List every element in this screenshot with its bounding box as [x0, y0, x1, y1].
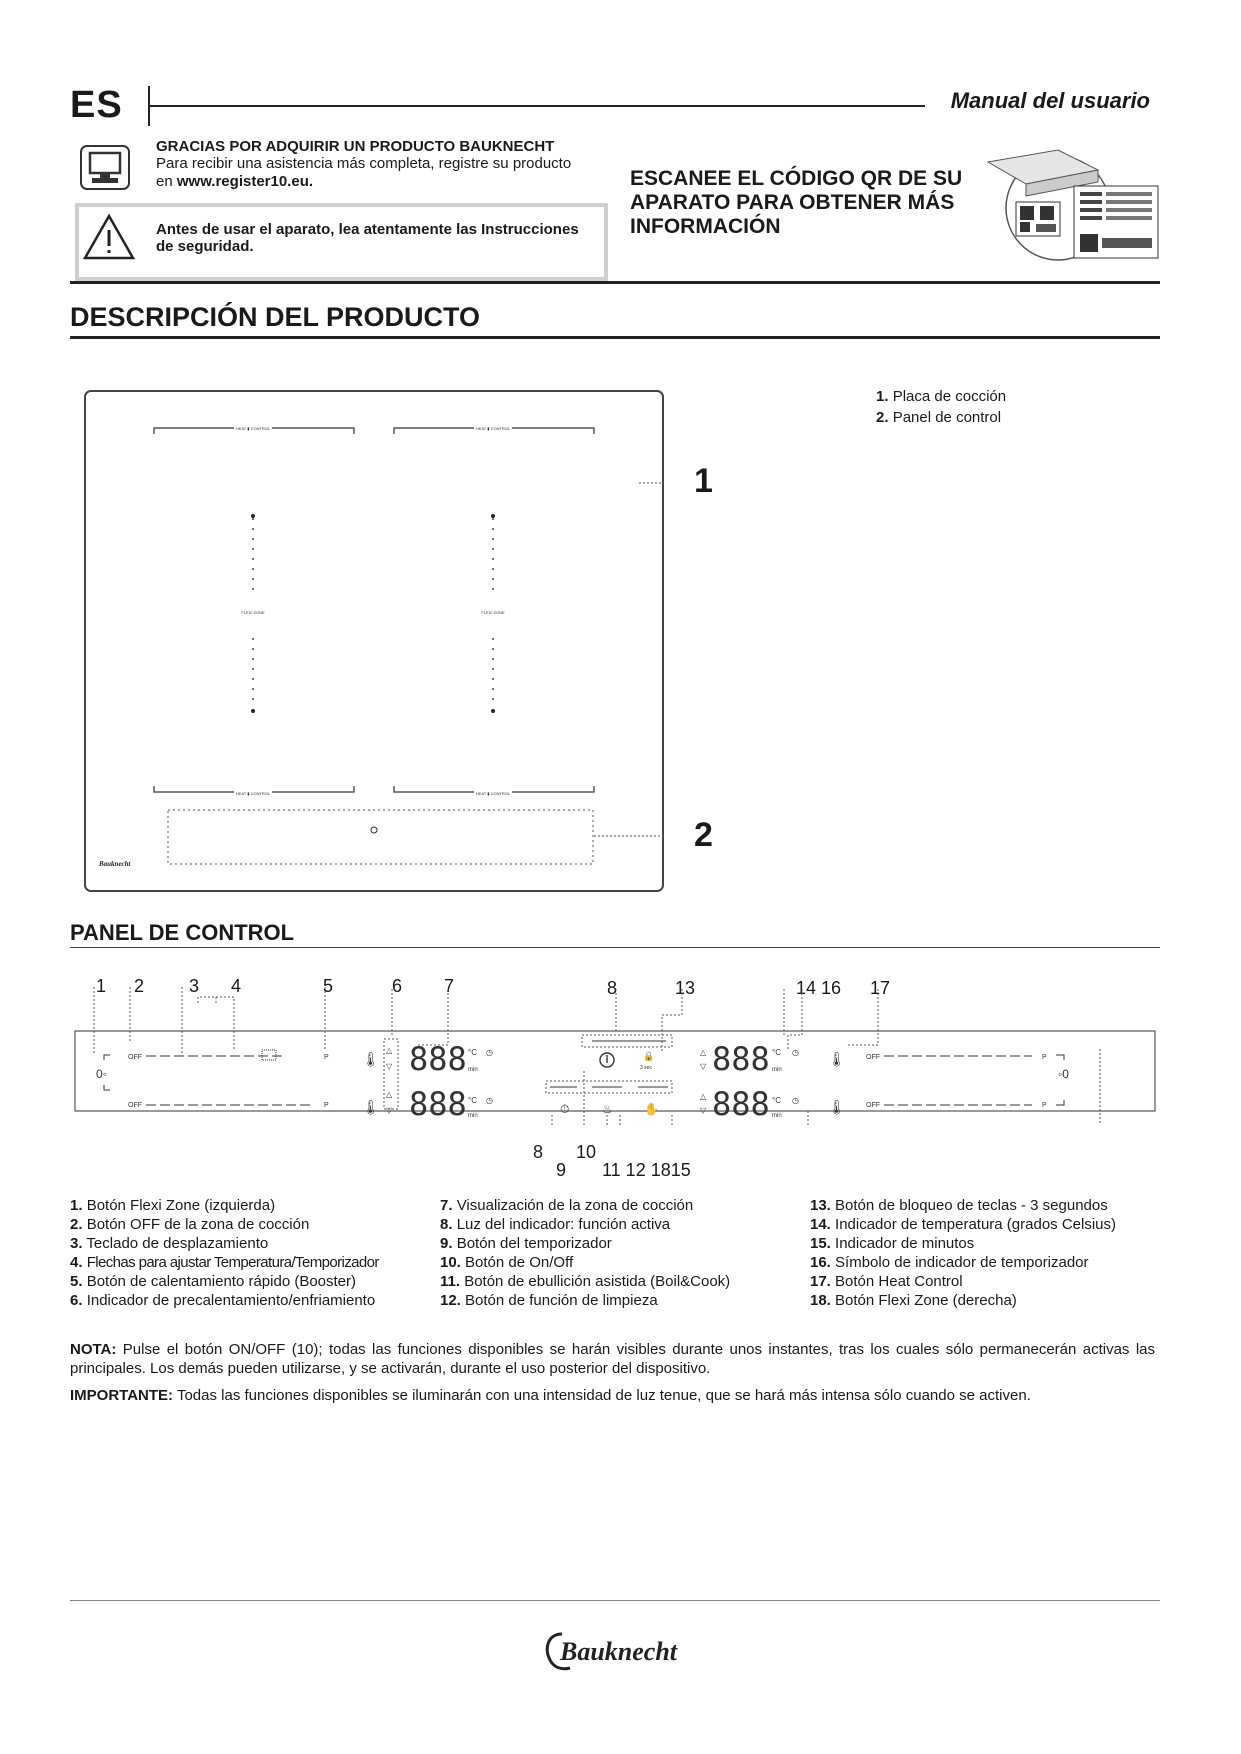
- header-rule: [150, 105, 925, 107]
- celsius-indicator: °C: [772, 1048, 781, 1057]
- panel-callout: 9: [556, 1160, 567, 1180]
- safety-warning-text: Antes de usar el aparato, lea atentamente las Instrucciones de seguridad.: [156, 221, 579, 255]
- qr-label-illustration: [978, 142, 1160, 262]
- register-text: Para recibir una asistencia más completa, registre su producto en www.register10.eu.: [156, 155, 572, 190]
- flexi-zone-label: FLEXI ZONE: [481, 610, 505, 615]
- celsius-indicator: °C: [468, 1048, 477, 1057]
- heat-control-icon: 🌡: [828, 1051, 846, 1067]
- heat-control-label: HEAT ▮ CONTROL: [235, 791, 271, 796]
- heat-indicator-icon: 🌡: [362, 1099, 380, 1115]
- celsius-indicator: °C: [468, 1096, 477, 1105]
- panel-callout: 3: [189, 976, 200, 996]
- zone-display: 888: [409, 1040, 467, 1078]
- heat-control-icon: 🌡: [828, 1099, 846, 1115]
- heat-indicator-icon: 🌡: [362, 1051, 380, 1067]
- language-code: ES: [70, 84, 123, 126]
- booster-p-label: P: [324, 1102, 329, 1109]
- down-arrow-icon: ▽: [386, 1062, 393, 1071]
- control-panel-underline: [70, 947, 1160, 948]
- title-underline: [70, 336, 1160, 339]
- cleaning-icon: ✋: [644, 1102, 659, 1116]
- flexi-left-icon: 0◦: [96, 1067, 107, 1081]
- minutes-indicator: min: [468, 1067, 478, 1073]
- off-label: OFF: [866, 1102, 880, 1109]
- panel-callout: 13: [675, 978, 696, 998]
- off-label: OFF: [128, 1102, 142, 1109]
- heat-control-label: HEAT ▮ CONTROL: [475, 426, 511, 431]
- booster-p-label: P: [1042, 1054, 1047, 1061]
- up-arrow-icon: △: [700, 1092, 707, 1101]
- note-paragraph: NOTA: Pulse el botón ON/OFF (10); todas las funciones disponibles se harán visibles durante unos instantes, tras los cuales sólo permanecerán activas las principales. Los demás pueden utilizarse, y se activarán, durante el uso posterior del dispositivo.: [70, 1341, 1155, 1377]
- panel-callout: 11 12 1815: [602, 1160, 691, 1180]
- flexi-right-icon: ◦0: [1058, 1067, 1069, 1081]
- footer-rule: [70, 1600, 1160, 1601]
- down-arrow-icon: ▽: [700, 1106, 707, 1115]
- booster-p-label: P: [324, 1054, 329, 1061]
- monitor-icon: [80, 145, 130, 190]
- panel-callout: 5: [323, 976, 334, 996]
- register-url[interactable]: www.register10.eu.: [176, 173, 314, 190]
- footer-brand: Bauknecht: [560, 1637, 678, 1666]
- product-legend: 1. Placa de cocción 2. Panel de control: [876, 388, 1007, 426]
- panel-callout: 14 16: [796, 978, 842, 998]
- hob-drawing: [84, 390, 664, 893]
- legend-column-1: 1. Botón Flexi Zone (izquierda) 2. Botón OFF de la zona de cocción 3. Teclado de desplazamiento 4. Flechas para ajustar Temperatura/Temporizador 5. Botón de calentamiento rápido (Booster) 6. Indicador de precalentamiento/enfriamiento: [70, 1197, 379, 1309]
- legend-column-3: 13. Botón de bloqueo de teclas - 3 segundos 14. Indicador de temperatura (grados Celsius) 15. Indicador de minutos 16. Símbolo de indicador de temporizador 17. Botón Heat Control 18. Botón Flexi Zone (derecha): [810, 1197, 1117, 1309]
- down-arrow-icon: ▽: [386, 1106, 393, 1115]
- timer-symbol-icon: ◷: [792, 1048, 799, 1057]
- heat-control-label: HEAT ▮ CONTROL: [475, 791, 511, 796]
- up-arrow-icon: △: [700, 1048, 707, 1057]
- zone-display: 888: [712, 1040, 770, 1078]
- zone-display: 888: [409, 1085, 467, 1123]
- warning-icon: [82, 212, 136, 262]
- boil-cook-icon: ♨: [602, 1102, 613, 1116]
- minutes-indicator: min: [468, 1113, 478, 1119]
- callout-2: 2: [694, 816, 713, 854]
- timer-symbol-icon: ◷: [486, 1048, 493, 1057]
- manual-title: Manual del usuario: [950, 88, 1150, 113]
- up-arrow-icon: △: [386, 1090, 393, 1099]
- lock-icon: 🔒: [643, 1051, 655, 1061]
- minutes-indicator: min: [772, 1067, 782, 1073]
- control-panel-drawing: [72, 975, 1157, 1125]
- register-title: GRACIAS POR ADQUIRIR UN PRODUCTO BAUKNECHT: [156, 138, 555, 155]
- panel-callout: 2: [134, 976, 145, 996]
- minutes-indicator: min: [772, 1113, 782, 1119]
- booster-p-label: P: [1042, 1102, 1047, 1109]
- panel-callout: 8: [533, 1142, 544, 1162]
- section-rule: [70, 281, 1160, 284]
- panel-callout: 8: [607, 978, 618, 998]
- zone-display: 888: [712, 1085, 770, 1123]
- off-label: OFF: [866, 1054, 880, 1061]
- flexi-zone-label: FLEXI ZONE: [241, 610, 265, 615]
- product-section-title: DESCRIPCIÓN DEL PRODUCTO: [70, 302, 481, 332]
- timer-button-icon: ⏱: [560, 1102, 570, 1116]
- legend-column-2: 7. Visualización de la zona de cocción 8. Luz del indicador: función activa 9. Botón del temporizador 10. Botón de On/Off 11. Botón de ebullición asistida (Boil&Cook) 12. Botón de función de limpieza: [440, 1197, 731, 1309]
- off-label: OFF: [128, 1054, 142, 1061]
- panel-callout: 6: [392, 976, 403, 996]
- hob-brand-logo: Bauknecht: [99, 860, 131, 868]
- panel-callout: 7: [444, 976, 455, 996]
- bauknecht-logo: [540, 1628, 710, 1674]
- panel-callout: 17: [870, 978, 891, 998]
- down-arrow-icon: ▽: [700, 1062, 707, 1071]
- control-panel-title: PANEL DE CONTROL: [70, 920, 295, 945]
- timer-symbol-icon: ◷: [792, 1096, 799, 1105]
- panel-callout: 1: [96, 976, 107, 996]
- panel-callout: 10: [576, 1142, 597, 1162]
- heat-control-label: HEAT ▮ CONTROL: [235, 426, 271, 431]
- lock-duration: 3 sec: [640, 1065, 652, 1071]
- callout-1: 1: [694, 462, 713, 500]
- qr-instructions: ESCANEE EL CÓDIGO QR DE SU APARATO PARA OBTENER MÁS INFORMACIÓN: [630, 167, 963, 238]
- timer-symbol-icon: ◷: [486, 1096, 493, 1105]
- important-paragraph: IMPORTANTE: Todas las funciones disponibles se iluminarán con una intensidad de luz tenue, que se hará más intensa sólo cuando se activen.: [70, 1387, 1031, 1404]
- up-arrow-icon: △: [386, 1046, 393, 1055]
- panel-callout: 4: [231, 976, 242, 996]
- celsius-indicator: °C: [772, 1096, 781, 1105]
